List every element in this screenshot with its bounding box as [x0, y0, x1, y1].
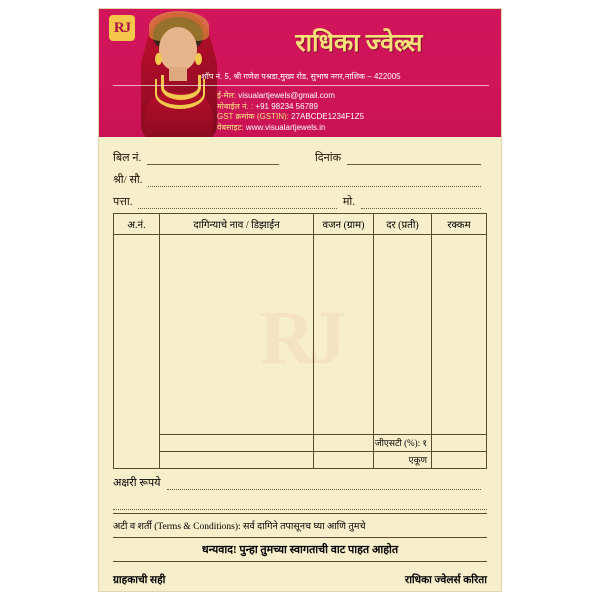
shop-address: शॉप नं. 5, श्री गणेश पश्रडा,मुख्य रोड, सुभाष नगर,नाशिक – 422005 [201, 72, 401, 81]
row-customer-name [113, 172, 487, 187]
customer-name-input[interactable] [148, 175, 481, 187]
contact-website-value: www.visualartjewels.in [245, 122, 326, 132]
amount-in-words-row [113, 475, 487, 490]
amount-in-words-label: अक्षरी रूपये [113, 477, 161, 489]
items-table-body [114, 234, 486, 468]
header-divider [113, 85, 489, 86]
contact-mobile-row [217, 102, 487, 113]
watermark-logo: RJ [259, 296, 341, 380]
amount-in-words [113, 475, 487, 510]
invoice-header [99, 9, 501, 137]
row-bill-date [113, 150, 487, 165]
address-label: पत्ता. [113, 196, 133, 208]
col-header-amount: रक्कम [447, 220, 471, 231]
bill-no-input[interactable] [147, 152, 279, 165]
bill-no-label: बिल नं. [113, 152, 142, 164]
shop-signature-label: राधिका ज्वेलर्स करिता [404, 575, 487, 586]
bill-no-field[interactable] [113, 150, 285, 165]
date-label: दिनांक [314, 152, 342, 164]
mobile-input[interactable] [361, 197, 481, 209]
bride-necklace-outer-shape [155, 79, 205, 109]
signature-row [113, 573, 487, 587]
gst-value[interactable] [432, 434, 486, 451]
item-col-gst-spacer [160, 434, 313, 451]
col-body-rate[interactable] [374, 234, 432, 468]
total-value[interactable] [432, 451, 486, 468]
customer-signature-label: ग्राहकाची सही [113, 575, 166, 586]
contact-gst-row [217, 112, 487, 123]
contact-block [217, 91, 487, 133]
contact-gst-label: GST क्रमांक (GSTIN): [217, 112, 289, 121]
col-header-sr: अ.नं. [114, 214, 160, 234]
contact-mobile-label: मोबाईल नं. : [217, 101, 254, 111]
col-header-rate: दर (प्रती) [374, 214, 432, 234]
customer-name-label: श्री/ सौ. [113, 174, 143, 186]
thank-you-message: धन्यवाद! पुन्हा तुमच्या स्वागताची वाट पाहत आहोत [113, 537, 487, 562]
invoice-form [99, 137, 501, 209]
items-table-header [114, 214, 486, 235]
col-body-item[interactable] [160, 234, 314, 468]
terms-block [113, 513, 487, 532]
contact-website-row [217, 123, 487, 134]
bride-face-shape [159, 27, 197, 71]
amount-in-words-input-second-line[interactable] [113, 496, 487, 510]
gst-label: जीएसटी (%): १ [374, 434, 431, 451]
contact-gst-value: 27ABCDE1234F1Z5 [291, 112, 365, 121]
col-body-weight[interactable] [314, 234, 374, 468]
brand-logo: RJ [109, 15, 135, 41]
amount-in-words-input[interactable] [167, 478, 481, 490]
item-col-total-spacer [160, 451, 313, 468]
bride-earring-right-shape [195, 53, 202, 65]
contact-email-label: ई-मेल: [217, 91, 237, 100]
mobile-label: मो. [342, 196, 355, 208]
invoice-card [98, 8, 502, 592]
items-table [113, 213, 487, 469]
weight-col-total-spacer [314, 451, 373, 468]
total-label: एकूण [374, 451, 431, 468]
contact-mobile-value: +91 98234 56789 [255, 101, 318, 111]
terms-text: सर्व दागिने तपासूनच घ्या आणि तुमचे [243, 522, 366, 532]
bride-earring-left-shape [155, 53, 162, 65]
weight-col-gst-spacer [314, 434, 373, 451]
col-header-item: दागिन्याचे नाव / डिझाईन [160, 214, 314, 234]
row-address-mobile [113, 194, 487, 209]
terms-label: अटी व शर्ती (Terms & Conditions): [113, 522, 241, 532]
address-input[interactable] [138, 197, 336, 209]
contact-website-label: वेबसाइट: [217, 122, 244, 132]
col-header-weight: वजन (ग्राम) [314, 214, 374, 234]
col-body-sr[interactable] [114, 234, 160, 468]
date-field[interactable] [315, 150, 487, 165]
col-body-amount[interactable] [432, 234, 486, 468]
contact-email-row [217, 91, 487, 102]
contact-email-value: visualartjewels@gmail.com [238, 91, 335, 100]
shop-name: राधिका ज्वेल्र्स [295, 30, 423, 57]
date-input[interactable] [347, 152, 481, 165]
